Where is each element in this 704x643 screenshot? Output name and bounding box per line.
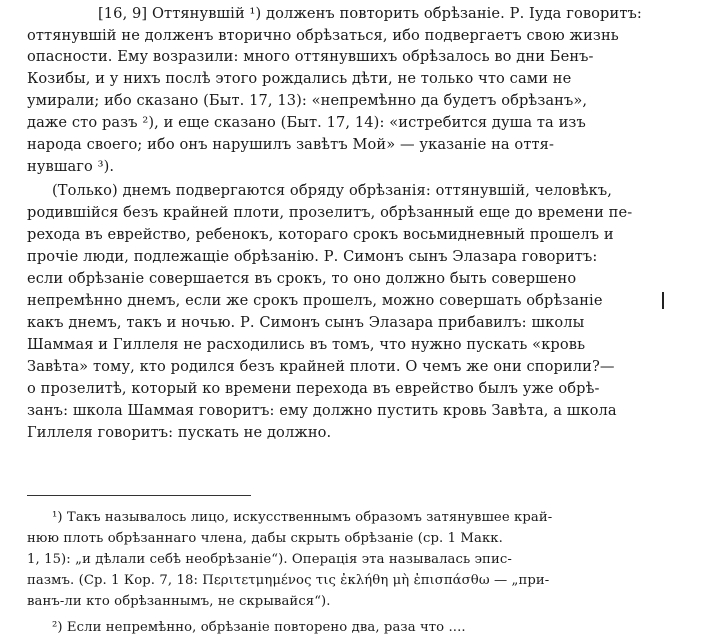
footnote-separator [27, 495, 251, 496]
text-line: прочіе люди, подлежащіе обрѣзанію. Р. Симонъ сынъ Элазара говоритъ: [27, 248, 598, 265]
footnote-line: 1, 15): „и дѣлали себѣ необрѣзаніе“). Операція эта называлась эпис- [27, 552, 512, 567]
text-line: (Только) днемъ подвергаются обряду обрѣзанія: оттянувшій, человѣкъ, [52, 182, 613, 199]
text-line: нувшаго ³). [27, 158, 115, 175]
text-line: о прозелитѣ, который ко времени перехода въ еврейство былъ уже обрѣ- [27, 380, 600, 397]
footnote-line: ²) Если непремѣнно, обрѣзаніе повторено два, раза что .... [52, 620, 466, 635]
text-line: Шаммая и Гиллеля не расходились въ томъ, что нужно пускать «кровь [27, 336, 586, 353]
text-line: Завѣта» тому, кто родился безъ крайней плоти. О чемъ же они спорили?— [27, 358, 615, 375]
text-line: [16, 9] Оттянувшій ¹) долженъ повторить обрѣзаніе. Р. Іуда говоритъ: [98, 5, 642, 22]
text-line: народа своего; ибо онъ нарушилъ завѣтъ Мой» — указаніе на оття- [27, 136, 555, 153]
footnote-line: ¹) Такъ называлось лицо, искусственнымъ образомъ затянувшее край- [52, 510, 553, 525]
text-line: какъ днемъ, такъ и ночью. Р. Симонъ сынъ Элазара прибавилъ: школы [27, 314, 585, 331]
text-line: Гиллеля говоритъ: пускать не должно. [27, 424, 332, 441]
text-line: непремѣнно днемъ, если же срокъ прошелъ, можно совершать обрѣзаніе [27, 292, 603, 309]
footnote-line: ванъ-ли кто обрѣзаннымъ, не скрывайся“). [27, 594, 331, 609]
text-line: Козибы, и у нихъ послѣ этого рождались дѣти, не только что сами не [27, 70, 572, 87]
text-line: родившійся безъ крайней плоти, прозелитъ, обрѣзанный еще до времени пе- [27, 204, 633, 221]
margin-mark [662, 292, 664, 309]
footnote-line: пазмъ. (Ср. 1 Кор. 7, 18: Περιτετμημένος τις ἐκλήθη μὴ ἐπισπάσθω — „при- [27, 573, 550, 588]
text-line: опасности. Ему возразили: много оттянувшихъ обрѣзалось во дни Бенъ- [27, 48, 594, 65]
text-line: рехода въ еврейство, ребенокъ, котораго срокъ восьмидневный прошелъ и [27, 226, 614, 243]
footnote-line: нюю плоть обрѣзаннаго члена, дабы скрыть обрѣзаніе (ср. 1 Макк. [27, 531, 503, 546]
text-line: занъ: школа Шаммая говоритъ: ему должно пустить кровь Завѣта, а школа [27, 402, 617, 419]
text-line: даже сто разъ ²), и еще сказано (Быт. 17, 14): «истребится душа та изъ [27, 114, 586, 131]
text-line: умирали; ибо сказано (Быт. 17, 13): «непремѣнно да будетъ обрѣзанъ», [27, 92, 588, 109]
text-line: оттянувшій не долженъ вторично обрѣзаться, ибо подвергаетъ свою жизнь [27, 27, 619, 44]
text-line: если обрѣзаніе совершается въ срокъ, то оно должно быть совершено [27, 270, 577, 287]
